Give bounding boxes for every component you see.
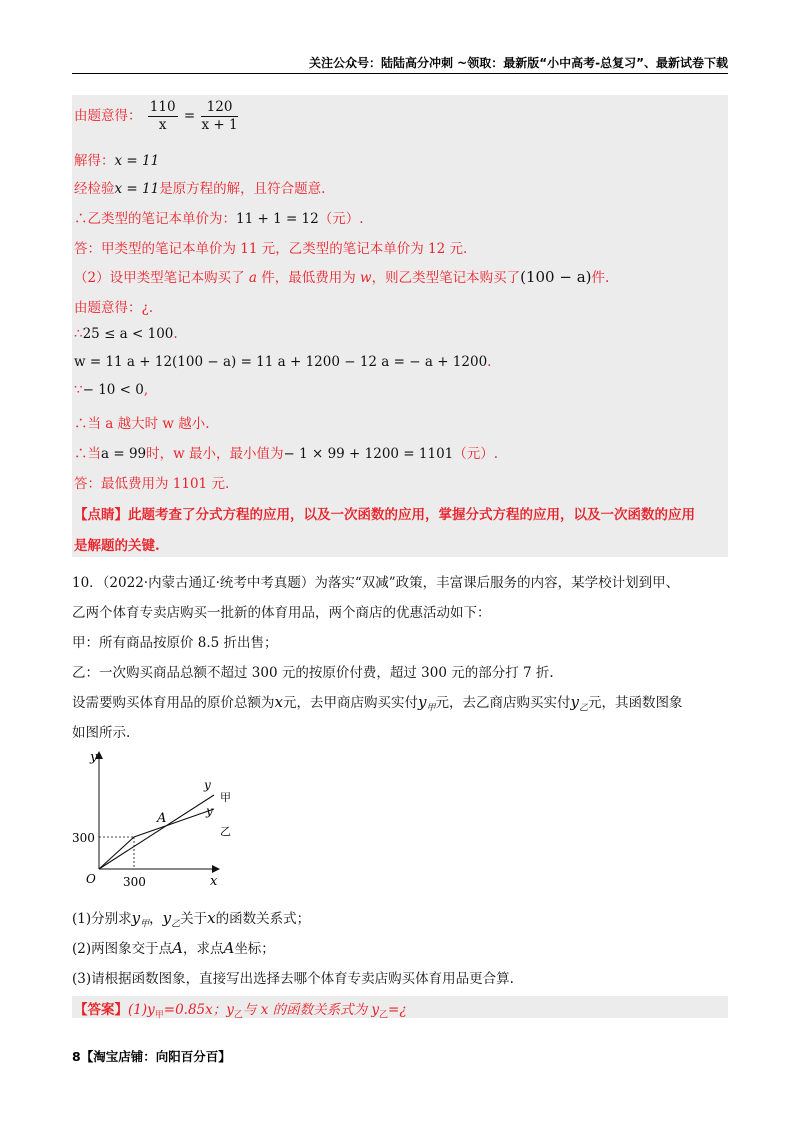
line-yi-sub: 乙 bbox=[220, 825, 231, 838]
solution-line-10: ∵− 10 < 0, bbox=[74, 382, 149, 398]
header-rule bbox=[72, 73, 728, 74]
origin-label: O bbox=[86, 872, 96, 886]
problem-line-3: 甲：所有商品按原价 8.5 折出售； bbox=[72, 635, 278, 651]
line-jia bbox=[99, 795, 214, 869]
solution-block bbox=[72, 95, 728, 557]
solution-line-13: 答：最低费用为 1101 元. bbox=[74, 476, 230, 492]
fraction-110-over-x: $\frac{110}{x}$ bbox=[149, 99, 176, 133]
x-axis-label: x bbox=[210, 874, 218, 889]
line-yi-label: y bbox=[206, 804, 213, 818]
answer-box bbox=[72, 996, 728, 1021]
fraction-120-over-x-plus-1: $\frac{120}{x + 1}$ bbox=[201, 99, 238, 133]
comment-line-1: 【点睛】此题考查了分式方程的应用，以及一次函数的应用，掌握分式方程的应用，以及一次函数的应用 bbox=[74, 507, 695, 523]
problem-line-4: 乙：一次购买商品总额不超过 300 元的按原价付费，超过 300 元的部分打 7 折. bbox=[72, 665, 554, 681]
comment-line-2: 是解题的关键. bbox=[74, 538, 160, 554]
y-tick-300: 300 bbox=[72, 831, 95, 845]
point-a-label: A bbox=[157, 811, 167, 826]
problem-line-5: 设需要购买体育用品的原价总额为x元，去甲商店购买实付$y_甲$元，去乙商店购买实付$y_乙$元，其函数图象 bbox=[72, 693, 683, 714]
solution-line-3: 经检验x = 11是原方程的解，且符合题意. bbox=[74, 181, 326, 197]
answer-line: 【答案】$(1)y_甲=0.85x$；$y_乙$与 x 的函数关系式为 $y_乙=¿$ bbox=[74, 1002, 407, 1021]
solution-line-1: 由题意得： $\frac{110}{x}$ = $\frac{120}{x + 1}$ bbox=[74, 99, 238, 133]
solution-line-7: 由题意得：¿. bbox=[74, 300, 154, 316]
solution-line-12: ∴当a = 99时，w 最小，最小值为− 1 × 99 + 1200 = 1101（元）. bbox=[74, 446, 499, 462]
y-axis-label: y bbox=[90, 750, 98, 765]
solution-line-6: （2）设甲类型笔记本购买了 a 件，最低费用为 w，则乙类型笔记本购买了(100 − a)件. bbox=[74, 268, 610, 286]
question-2: (2)两图象交于点A，求点A坐标； bbox=[72, 939, 275, 957]
problem-line-2: 乙两个体育专卖店购买一批新的体育用品，两个商店的优惠活动如下： bbox=[72, 605, 491, 621]
problem-line-1: 10．（2022·内蒙古通辽·统考中考真题）为落实“双减”政策，丰富课后服务的内容，某学校计划到甲、 bbox=[72, 575, 680, 591]
solution-line-5: 答：甲类型的笔记本单价为 11 元，乙类型的笔记本单价为 12 元. bbox=[74, 241, 468, 257]
solution-line-4: ∴乙类型的笔记本单价为：11 + 1 = 12（元）. bbox=[74, 211, 364, 227]
page-number: 8 bbox=[72, 1049, 81, 1064]
solution-line-2: 解得：x = 11 bbox=[74, 153, 160, 169]
solution-line-11: ∴当 a 越大时 w 越小. bbox=[74, 416, 210, 432]
line-jia-label: y bbox=[204, 778, 211, 792]
solution-line-8: ∴25 ≤ a < 100. bbox=[74, 326, 178, 342]
solution-line-9: w = 11 a + 12(100 − a) = 11 a + 1200 − 12 a = − a + 1200. bbox=[74, 354, 492, 370]
shop-name: 【淘宝店铺：向阳百分百】 bbox=[80, 1049, 231, 1064]
line-jia-sub: 甲 bbox=[220, 791, 231, 804]
page-footer bbox=[72, 1047, 231, 1065]
problem-line-6: 如图所示. bbox=[72, 725, 131, 741]
page-header: 关注公众号：陆陆高分冲刺 ~领取：最新版“小中高考-总复习”、最新试卷下载 bbox=[309, 56, 728, 70]
function-graph bbox=[72, 745, 252, 895]
x-tick-300: 300 bbox=[123, 875, 146, 889]
question-1: (1)分别求$y_甲$，$y_乙$关于x的函数关系式； bbox=[72, 909, 311, 930]
question-3: (3)请根据函数图象，直接写出选择去哪个体育专卖店购买体育用品更合算. bbox=[72, 971, 514, 987]
